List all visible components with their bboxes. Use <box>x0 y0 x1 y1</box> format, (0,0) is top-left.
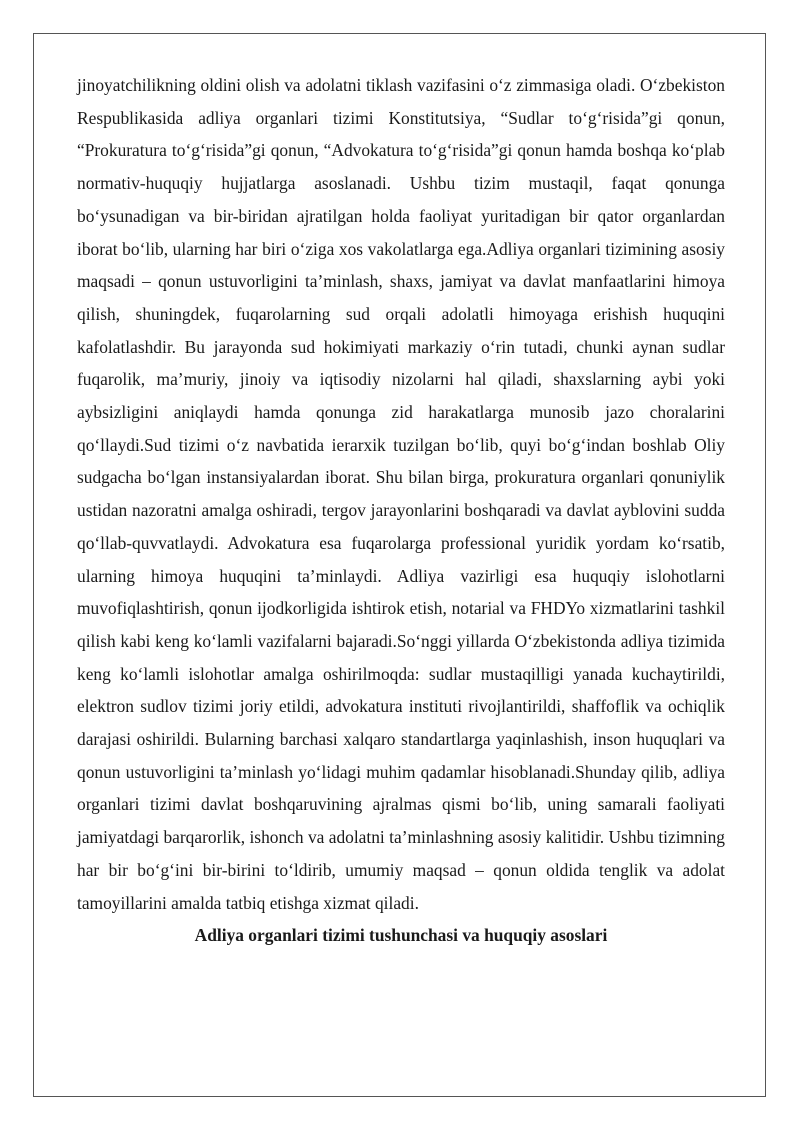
document-body <box>77 69 725 952</box>
body-paragraph: jinoyatchilikning oldini olish va adolatni tiklash vazifasini o‘z zimmasiga oladi. O‘zbekiston Respublikasida adliya organlari tizimi Konstitutsiya, “Sudlar to‘g‘risida”gi qonun, “Prokuratura to‘g‘risida”gi qonun, “Advokatura to‘g‘risida”gi qonun hamda boshqa ko‘plab normativ-huquqiy hujjatlarga asoslanadi. Ushbu tizim mustaqil, faqat qonunga bo‘ysunadigan va bir-biridan ajratilgan holda faoliyat yuritadigan bir qator organlardan iborat bo‘lib, ularning har biri o‘ziga xos vakolatlarga ega.Adliya organlari tizimining asosiy maqsadi – qonun ustuvorligini ta’minlash, shaxs, jamiyat va davlat manfaatlarini himoya qilish, shuningdek, fuqarolarning sud orqali adolatli himoyaga erishish huquqini kafolatlashdir. Bu jarayonda sud hokimiyati markaziy o‘rin tutadi, chunki aynan sudlar fuqarolik, ma’muriy, jinoiy va iqtisodiy nizolarni hal qiladi, shaxslarning aybi yoki aybsizligini aniqlaydi hamda qonunga zid harakatlarga munosib jazo choralarini qo‘llaydi.Sud tizimi o‘z navbatida ierarxik tuzilgan bo‘lib, quyi bo‘g‘indan boshlab Oliy sudgacha bo‘lgan instansiyalardan iborat. Shu bilan birga, prokuratura organlari qonuniylik ustidan nazoratni amalga oshiradi, tergov jarayonlarini boshqaradi va davlat ayblovini sudda qo‘llab-quvvatlaydi. Advokatura esa fuqarolarga professional yuridik yordam ko‘rsatib, ularning himoya huquqini ta’minlaydi. Adliya vazirligi esa huquqiy islohotlarni muvofiqlashtirish, qonun ijodkorligida ishtirok etish, notarial va FHDYo xizmatlarini tashkil qilish kabi keng ko‘lamli vazifalarni bajaradi.So‘nggi yillarda O‘zbekistonda adliya tizimida keng ko‘lamli islohotlar amalga oshirilmoqda: sudlar mustaqilligi yanada kuchaytirildi, elektron sudlov tizimi joriy etildi, advokatura instituti rivojlantirildi, shaffoflik va ochiqlik darajasi oshirildi. Bularning barchasi xalqaro standartlarga yaqinlashish, inson huquqlari va qonun ustuvorligini ta’minlash yo‘lidagi muhim qadamlar hisoblanadi.Shunday qilib, adliya organlari tizimi davlat boshqaruvining ajralmas qismi bo‘lib, uning samarali faoliyati jamiyatdagi barqarorlik, ishonch va adolatni ta’minlashning asosiy kalitidir. Ushbu tizimning har bir bo‘g‘ini bir-birini to‘ldirib, umumiy maqsad – qonun oldida tenglik va adolat tamoyillarini amalda tatbiq etishga xizmat qiladi. <box>77 75 725 913</box>
section-heading: Adliya organlari tizimi tushunchasi va huquqiy asoslari <box>194 925 608 946</box>
